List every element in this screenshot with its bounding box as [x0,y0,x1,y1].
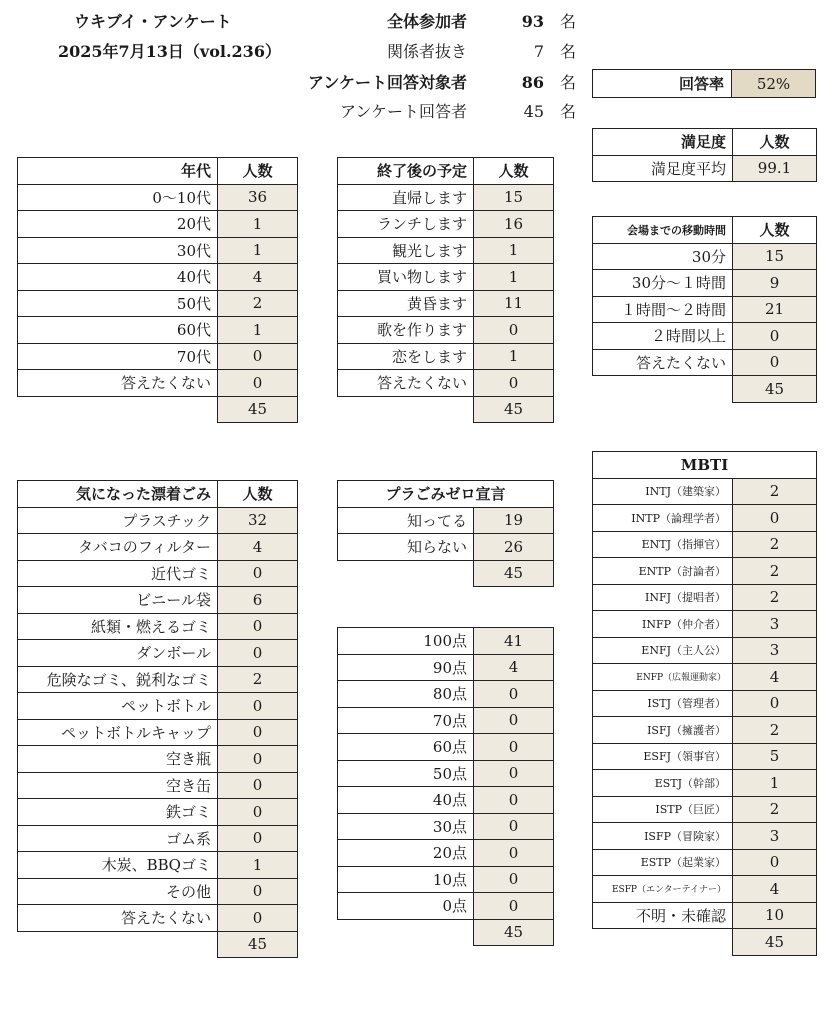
table-row [593,690,817,717]
row-value: 0 [218,772,298,799]
row-label: ESFP（エンターテイナー） [593,876,733,903]
table-row [593,558,817,585]
blank-cell [338,396,474,423]
table-row [18,746,298,773]
row-label: 30点 [338,813,474,840]
stat-label-respondents: アンケート回答者 [339,102,467,121]
row-label: 50代 [18,290,218,317]
table-row [593,876,817,903]
total-row [338,560,554,587]
trash-table [17,480,298,958]
row-value: 0 [218,878,298,905]
row-value: 15 [474,184,554,211]
plastic-zero-table [337,480,554,587]
row-value: 41 [474,628,554,655]
row-label: 答えたくない [18,905,218,932]
row-label: 知ってる [338,507,474,534]
row-value: 0 [218,799,298,826]
table-row [338,734,554,761]
stat-unit-respondents: 名 [560,102,577,121]
row-label: 買い物します [338,264,474,291]
row-label: ISTP（巨匠） [593,796,733,823]
row-value: 36 [218,184,298,211]
row-value: 1 [474,264,554,291]
row-value: 2 [733,717,817,744]
blank-cell [593,929,733,956]
row-label: ゴム系 [18,825,218,852]
row-label: ESTP（起業家） [593,849,733,876]
table-row [18,211,298,238]
total-row [18,396,298,423]
row-value: 1 [218,317,298,344]
table-row [593,155,817,182]
row-label: その他 [18,878,218,905]
table-row [18,799,298,826]
row-value: 0 [218,693,298,720]
age-col-header: 人数 [218,158,298,185]
row-label: 60代 [18,317,218,344]
plans-col-header: 人数 [474,158,554,185]
row-label: 40点 [338,787,474,814]
row-label: 30分 [593,243,733,270]
table-row [18,772,298,799]
row-label: 直帰します [338,184,474,211]
row-label: 空き缶 [18,772,218,799]
row-value: 4 [733,876,817,903]
table-row [18,481,298,508]
row-label: ビニール袋 [18,587,218,614]
row-label: 紙類・燃えるゴミ [18,613,218,640]
row-value: 0 [218,719,298,746]
row-value: 2 [733,796,817,823]
table-row [593,770,817,797]
stat-label-target: アンケート回答対象者 [307,73,467,92]
table-row [593,217,817,244]
stat-value-target: 86 [521,73,544,92]
table-row [593,796,817,823]
row-label: 答えたくない [593,349,733,376]
table-row [593,584,817,611]
travel-col-header: 人数 [733,217,817,244]
plastic-zero-total: 45 [474,560,554,587]
row-value: 0 [474,840,554,867]
table-row [338,840,554,867]
blank-cell [338,919,474,946]
table-row [18,666,298,693]
row-value: 4 [733,664,817,691]
stat-unit-staff: 名 [560,42,577,61]
table-row [593,611,817,638]
age-header: 年代 [18,158,218,185]
row-value: 3 [733,611,817,638]
table-row [18,640,298,667]
row-value: 0 [218,560,298,587]
stat-label-total: 全体参加者 [386,12,467,31]
row-value: 1 [218,852,298,879]
table-row [593,243,817,270]
row-value: 0 [218,746,298,773]
row-label: 観光します [338,237,474,264]
row-value: 0 [474,734,554,761]
row-value: 0 [218,613,298,640]
age-table [17,157,298,423]
stat-value-respondents: 45 [523,102,544,121]
row-value: 19 [474,507,554,534]
table-row [338,813,554,840]
total-row [593,376,817,403]
table-row [18,343,298,370]
table-row [338,290,554,317]
trash-col-header: 人数 [218,481,298,508]
row-label: 不明・未確認 [593,902,733,929]
row-label: 40代 [18,264,218,291]
satisfaction-table [592,128,817,182]
row-label: ISFJ（擁護者） [593,717,733,744]
row-label: 60点 [338,734,474,761]
row-value: 0 [474,760,554,787]
table-row [593,129,817,156]
row-value: 0 [733,690,817,717]
row-value: 26 [474,534,554,561]
row-label: 50点 [338,760,474,787]
table-row [338,184,554,211]
row-value: 2 [733,478,817,505]
row-value: 1 [474,237,554,264]
travel-total: 45 [733,376,817,403]
row-label: ISFP（冒険家） [593,823,733,850]
row-value: 4 [218,534,298,561]
table-row [338,370,554,397]
table-row [338,628,554,655]
row-value: 0 [733,323,817,350]
table-row [18,158,298,185]
row-label: 空き瓶 [18,746,218,773]
total-row [338,396,554,423]
row-label: ペットボトルキャップ [18,719,218,746]
row-value: 1 [218,211,298,238]
row-value: 9 [733,270,817,297]
table-row [18,184,298,211]
row-value: 2 [733,584,817,611]
row-label: 20代 [18,211,218,238]
table-row [593,296,817,323]
table-row [18,560,298,587]
row-label: 木炭、BBQゴミ [18,852,218,879]
row-label: INTP（論理学者） [593,505,733,532]
row-value: 4 [218,264,298,291]
row-label: INFP（仲介者） [593,611,733,638]
row-label: ランチします [338,211,474,238]
row-value: 32 [218,507,298,534]
trash-total: 45 [218,931,298,958]
plans-header: 終了後の予定 [338,158,474,185]
row-value: 0 [218,370,298,397]
table-row [18,587,298,614]
row-label: ENTJ（指揮官） [593,531,733,558]
row-label: 恋をします [338,343,474,370]
table-row [18,370,298,397]
score-table [337,627,554,946]
row-value: 5 [733,743,817,770]
row-value: 0 [218,640,298,667]
mbti-total: 45 [733,929,817,956]
row-label: 80点 [338,681,474,708]
table-row [18,878,298,905]
row-label: ２時間以上 [593,323,733,350]
row-label: ISTJ（管理者） [593,690,733,717]
stat-unit-total: 名 [560,12,577,31]
row-value: 0 [218,343,298,370]
row-label: 20点 [338,840,474,867]
row-label: 0〜10代 [18,184,218,211]
row-label: 答えたくない [338,370,474,397]
response-rate-label: 回答率 [592,69,733,98]
row-value: 3 [733,823,817,850]
row-label: 30代 [18,237,218,264]
row-value: 0 [474,707,554,734]
table-row [593,270,817,297]
stat-value-total: 93 [521,12,544,31]
blank-cell [338,560,474,587]
stat-label-staff: 関係者抜き [386,42,467,61]
row-value: 0 [474,787,554,814]
row-value: 6 [218,587,298,614]
row-label: 答えたくない [18,370,218,397]
row-label: ENFP（広報運動家） [593,664,733,691]
satisfaction-header: 満足度 [593,129,733,156]
row-label: 30分〜１時間 [593,270,733,297]
travel-header: 会場までの移動時間 [593,217,733,244]
row-label: 70代 [18,343,218,370]
table-row [18,534,298,561]
blank-cell [593,376,733,403]
row-value: 0 [474,813,554,840]
table-row [593,902,817,929]
table-row [338,237,554,264]
row-value: 16 [474,211,554,238]
table-row [18,719,298,746]
row-value: 4 [474,654,554,681]
table-row [338,507,554,534]
table-row [593,349,817,376]
table-row [338,893,554,920]
table-row [338,681,554,708]
table-row [18,317,298,344]
row-label: 鉄ゴミ [18,799,218,826]
table-row [338,534,554,561]
row-value: 0 [218,905,298,932]
row-label: １時間〜２時間 [593,296,733,323]
row-label: 知らない [338,534,474,561]
stat-value-staff: 7 [533,42,544,61]
row-label: ESFJ（領事官） [593,743,733,770]
row-label: 歌を作ります [338,317,474,344]
row-value: 0 [733,849,817,876]
row-value: 1 [733,770,817,797]
table-row [338,654,554,681]
age-total: 45 [218,396,298,423]
table-row [338,481,554,508]
table-row [593,505,817,532]
row-value: 2 [218,666,298,693]
table-row [338,158,554,185]
satisfaction-avg-label: 満足度平均 [593,155,733,182]
table-row [338,866,554,893]
trash-header: 気になった漂着ごみ [18,481,218,508]
table-row [338,707,554,734]
blank-cell [18,931,218,958]
row-value: 0 [474,681,554,708]
table-row [338,787,554,814]
row-label: タバコのフィルター [18,534,218,561]
mbti-header: MBTI [593,452,817,479]
row-label: プラスチック [18,507,218,534]
row-value: 1 [474,343,554,370]
satisfaction-col-header: 人数 [733,129,817,156]
table-row [18,693,298,720]
plans-total: 45 [474,396,554,423]
row-label: INFJ（提唱者） [593,584,733,611]
satisfaction-avg-value: 99.1 [733,155,817,182]
table-row [18,264,298,291]
table-row [338,211,554,238]
row-value: 21 [733,296,817,323]
table-row [18,237,298,264]
row-value: 0 [733,349,817,376]
row-value: 0 [733,505,817,532]
table-row [593,637,817,664]
row-label: ペットボトル [18,693,218,720]
row-label: 70点 [338,707,474,734]
plans-table [337,157,554,423]
total-row [338,919,554,946]
row-value: 15 [733,243,817,270]
survey-date: 2025年7月13日（vol.236） [58,42,281,61]
total-row [593,929,817,956]
table-row [18,290,298,317]
table-row [338,264,554,291]
row-value: 0 [474,866,554,893]
row-value: 2 [733,558,817,585]
score-total: 45 [474,919,554,946]
row-label: 100点 [338,628,474,655]
row-label: ENTP（討論者） [593,558,733,585]
row-label: ESTJ（幹部） [593,770,733,797]
row-value: 2 [733,531,817,558]
row-label: 近代ゴミ [18,560,218,587]
table-row [338,343,554,370]
table-row [18,507,298,534]
row-value: 3 [733,637,817,664]
row-value: 0 [474,370,554,397]
row-value: 0 [474,317,554,344]
table-row [18,613,298,640]
row-label: 10点 [338,866,474,893]
table-row [593,323,817,350]
row-value: 2 [218,290,298,317]
row-label: 90点 [338,654,474,681]
table-row [593,849,817,876]
row-value: 0 [474,893,554,920]
table-row [338,760,554,787]
table-row [18,825,298,852]
response-rate-value: 52% [731,69,816,98]
row-label: 0点 [338,893,474,920]
row-label: ダンボール [18,640,218,667]
table-row [593,452,817,479]
table-row [593,478,817,505]
table-row [18,852,298,879]
row-value: 1 [218,237,298,264]
travel-table [592,216,817,403]
row-label: 危険なゴミ、鋭利なゴミ [18,666,218,693]
table-row [593,743,817,770]
row-value: 11 [474,290,554,317]
table-row [338,317,554,344]
row-value: 10 [733,902,817,929]
stat-unit-target: 名 [560,73,577,92]
table-row [593,823,817,850]
mbti-table [592,451,817,956]
blank-cell [18,396,218,423]
total-row [18,931,298,958]
table-row [593,531,817,558]
table-row [18,905,298,932]
row-label: 黄昏ます [338,290,474,317]
table-row [593,664,817,691]
survey-title: ウキブイ・アンケート [74,12,232,31]
row-label: INTJ（建築家） [593,478,733,505]
row-value: 0 [218,825,298,852]
row-label: ENFJ（主人公） [593,637,733,664]
plastic-zero-header: プラごみゼロ宣言 [338,481,554,508]
table-row [593,717,817,744]
